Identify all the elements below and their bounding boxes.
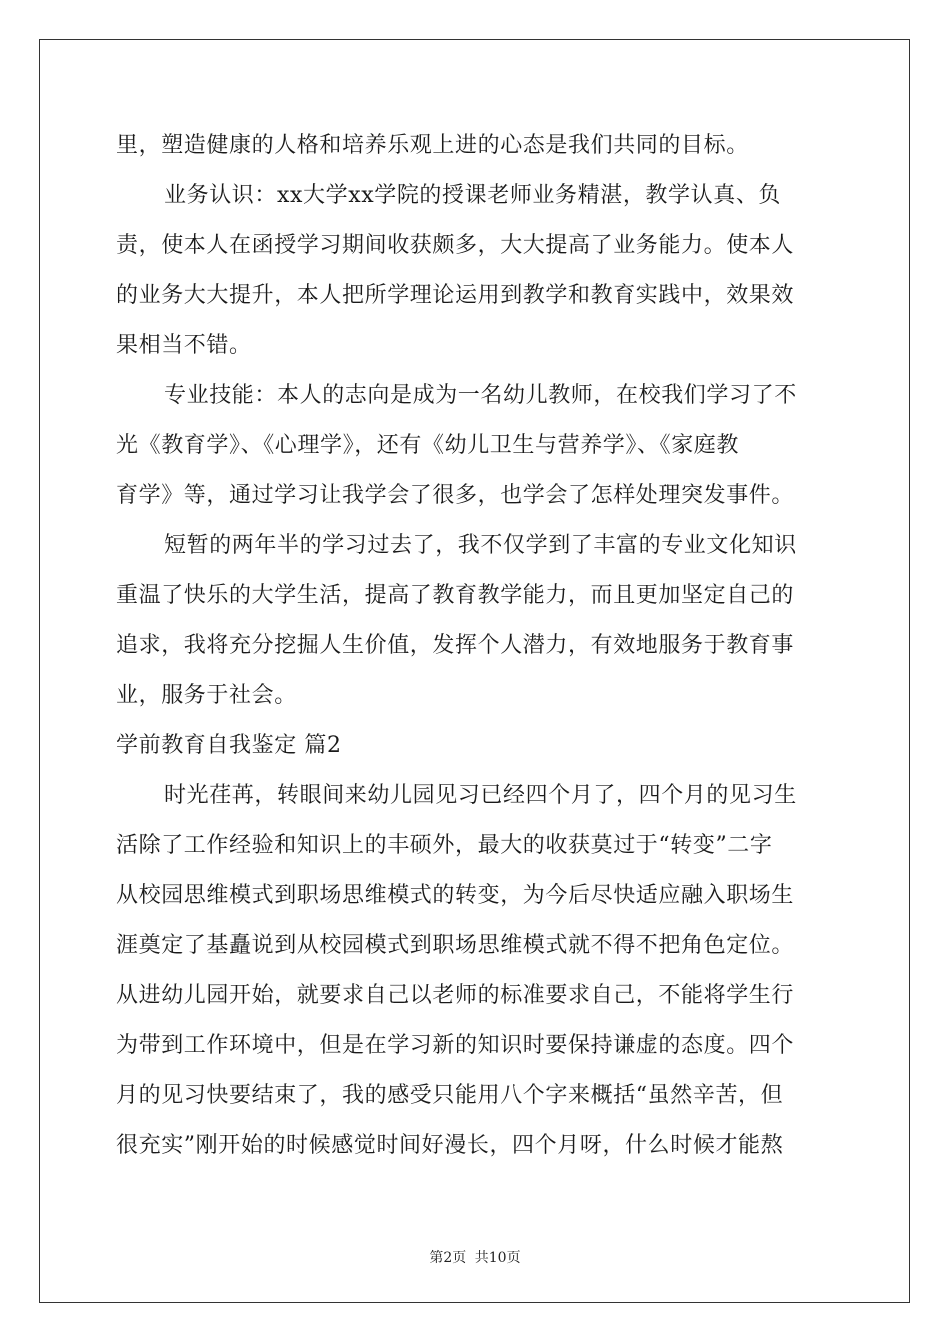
page-number-current: 第2页: [429, 1250, 467, 1266]
text-line: 果相当不错。: [116, 333, 252, 358]
page-footer: [0, 1247, 950, 1267]
section-heading: 学前教育自我鉴定 篇2: [116, 733, 342, 758]
text-line: 的业务大大提升，本人把所学理论运用到教学和教育实践中，效果效: [116, 283, 795, 308]
text-line: 育学》等，通过学习让我学会了很多，也学会了怎样处理突发事件。: [116, 483, 795, 508]
text-line: 责，使本人在函授学习期间收获颇多，大大提高了业务能力。使本人: [116, 233, 795, 258]
text-line: 月的见习快要结束了，我的感受只能用八个字来概括“虽然辛苦，但: [116, 1083, 784, 1108]
paragraph-start-line: 业务认识：xx大学xx学院的授课老师业务精湛，教学认真、负: [164, 183, 782, 208]
text-line: 很充实”刚开始的时候感觉时间好漫长，四个月呀，什么时候才能熬: [116, 1133, 784, 1158]
text-line: 为带到工作环境中，但是在学习新的知识时要保持谦虚的态度。四个: [116, 1033, 795, 1058]
paragraph-start-line: 时光荏苒，转眼间来幼儿园见习已经四个月了，四个月的见习生: [164, 783, 797, 808]
paragraph-start-line: 专业技能：本人的志向是成为一名幼儿教师，在校我们学习了不: [164, 383, 797, 408]
text-line: 追求，我将充分挖掘人生价值，发挥个人潜力，有效地服务于教育事: [116, 633, 795, 658]
text-line: 业，服务于社会。: [116, 683, 297, 708]
text-line: 活除了工作经验和知识上的丰硕外，最大的收获莫过于“转变”二字: [116, 833, 773, 858]
text-line: 里，塑造健康的人格和培养乐观上进的心态是我们共同的目标。: [116, 133, 749, 158]
text-line: 从进幼儿园开始，就要求自己以老师的标准要求自己，不能将学生行: [116, 983, 795, 1008]
paragraph-start-line: 短暂的两年半的学习过去了，我不仅学到了丰富的专业文化知识: [164, 533, 797, 558]
text-line: 涯奠定了基矗说到从校园模式到职场思维模式就不得不把角色定位。: [116, 933, 795, 958]
page-number-total: 共10页: [474, 1250, 521, 1266]
text-line: 从校园思维模式到职场思维模式的转变，为今后尽快适应融入职场生: [116, 883, 795, 908]
text-line: 重温了快乐的大学生活，提高了教育教学能力，而且更加坚定自己的: [116, 583, 795, 608]
text-line: 光《教育学》、《心理学》，还有《幼儿卫生与营养学》、《家庭教: [116, 433, 740, 458]
